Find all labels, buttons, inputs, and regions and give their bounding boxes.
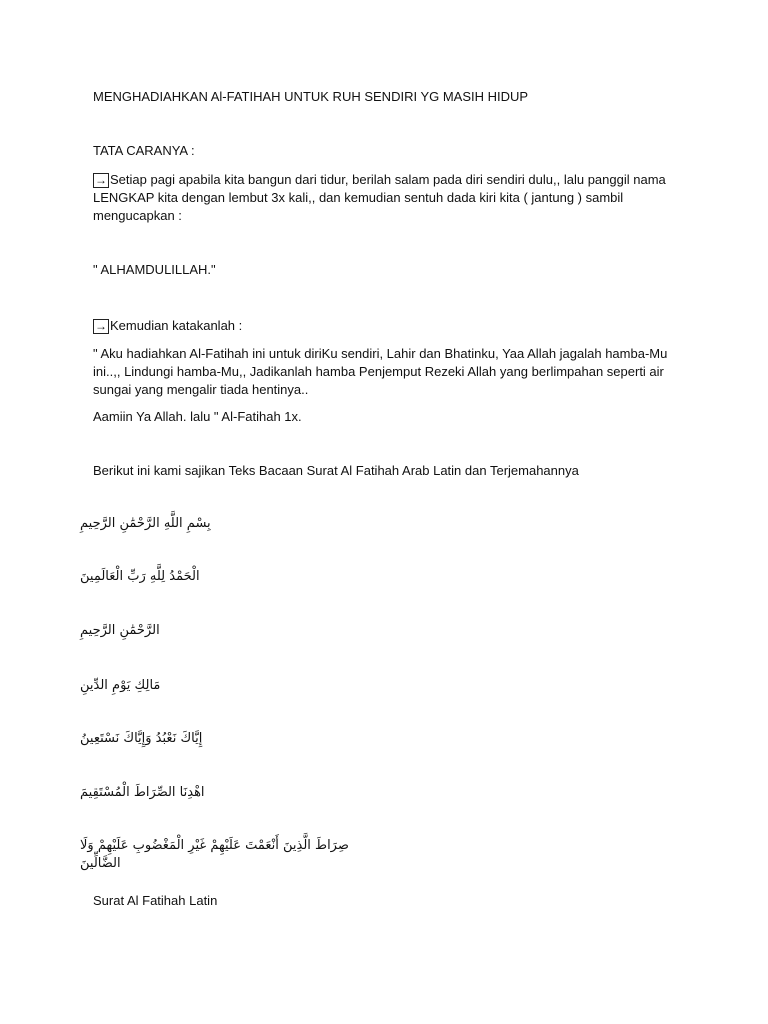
latin-heading: Surat Al Fatihah Latin	[93, 893, 218, 908]
right-arrow-icon: →	[95, 319, 107, 333]
arabic-verse-4: مَالِكِ يَوْمِ الدِّينِ	[80, 678, 161, 693]
intro-text: Berikut ini kami sajikan Teks Bacaan Surat Al Fatihah Arab Latin dan Terjemahannya	[93, 463, 579, 478]
step-2-paragraph	[93, 317, 683, 335]
arabic-verse-7: صِرَاطَ الَّذِينَ أَنْعَمْتَ عَلَيْهِمْ غَيْرِ الْمَغْضُوبِ عَلَيْهِمْ وَلَا الضَّالِّينَ	[80, 838, 349, 871]
document-title: MENGHADIAHKAN Al-FATIHAH UNTUK RUH SENDIRI YG MASIH HIDUP	[93, 89, 529, 104]
step-1-text: Setiap pagi apabila kita bangun dari tidur, berilah salam pada diri sendiri dulu,, lalu panggil nama LENGKAP kita dengan lembut 3x kali,, dan kemudian sentuh dada kiri kita ( jantung ) sambil mengucapkan :	[93, 172, 666, 223]
prayer-quote: " Aku hadiahkan Al-Fatihah ini untuk diriKu sendiri, Lahir dan Bhatinku, Yaa Allah jagalah hamba-Mu ini..,, Lindungi hamba-Mu,, Jadikanlah hamba Penjemput Rezeki Allah yang berlimpahan seperti air sungai yang mengalir tiada hentinya..	[93, 346, 668, 397]
step-2-text: Kemudian katakanlah :	[110, 318, 243, 333]
arabic-verse-2: الْحَمْدُ لِلَّهِ رَبِّ الْعَالَمِينَ	[80, 569, 200, 584]
arabic-verse-3: الرَّحْمَٰنِ الرَّحِيمِ	[80, 623, 160, 638]
tata-caranya-heading: TATA CARANYA :	[93, 143, 195, 158]
right-arrow-icon: →	[95, 173, 107, 187]
step-1-paragraph	[93, 171, 683, 225]
aamiin-line: Aamiin Ya Allah. lalu " Al-Fatihah 1x.	[93, 409, 302, 424]
arabic-verse-5: إِيَّاكَ نَعْبُدُ وَإِيَّاكَ نَسْتَعِينُ	[80, 731, 203, 746]
alhamdulillah-line: " ALHAMDULILLAH."	[93, 262, 216, 277]
arabic-verse-1: بِسْمِ اللَّهِ الرَّحْمَٰنِ الرَّحِيمِ	[80, 516, 211, 531]
arabic-verse-6: اهْدِنَا الصِّرَاطَ الْمُسْتَقِيمَ	[80, 785, 205, 800]
